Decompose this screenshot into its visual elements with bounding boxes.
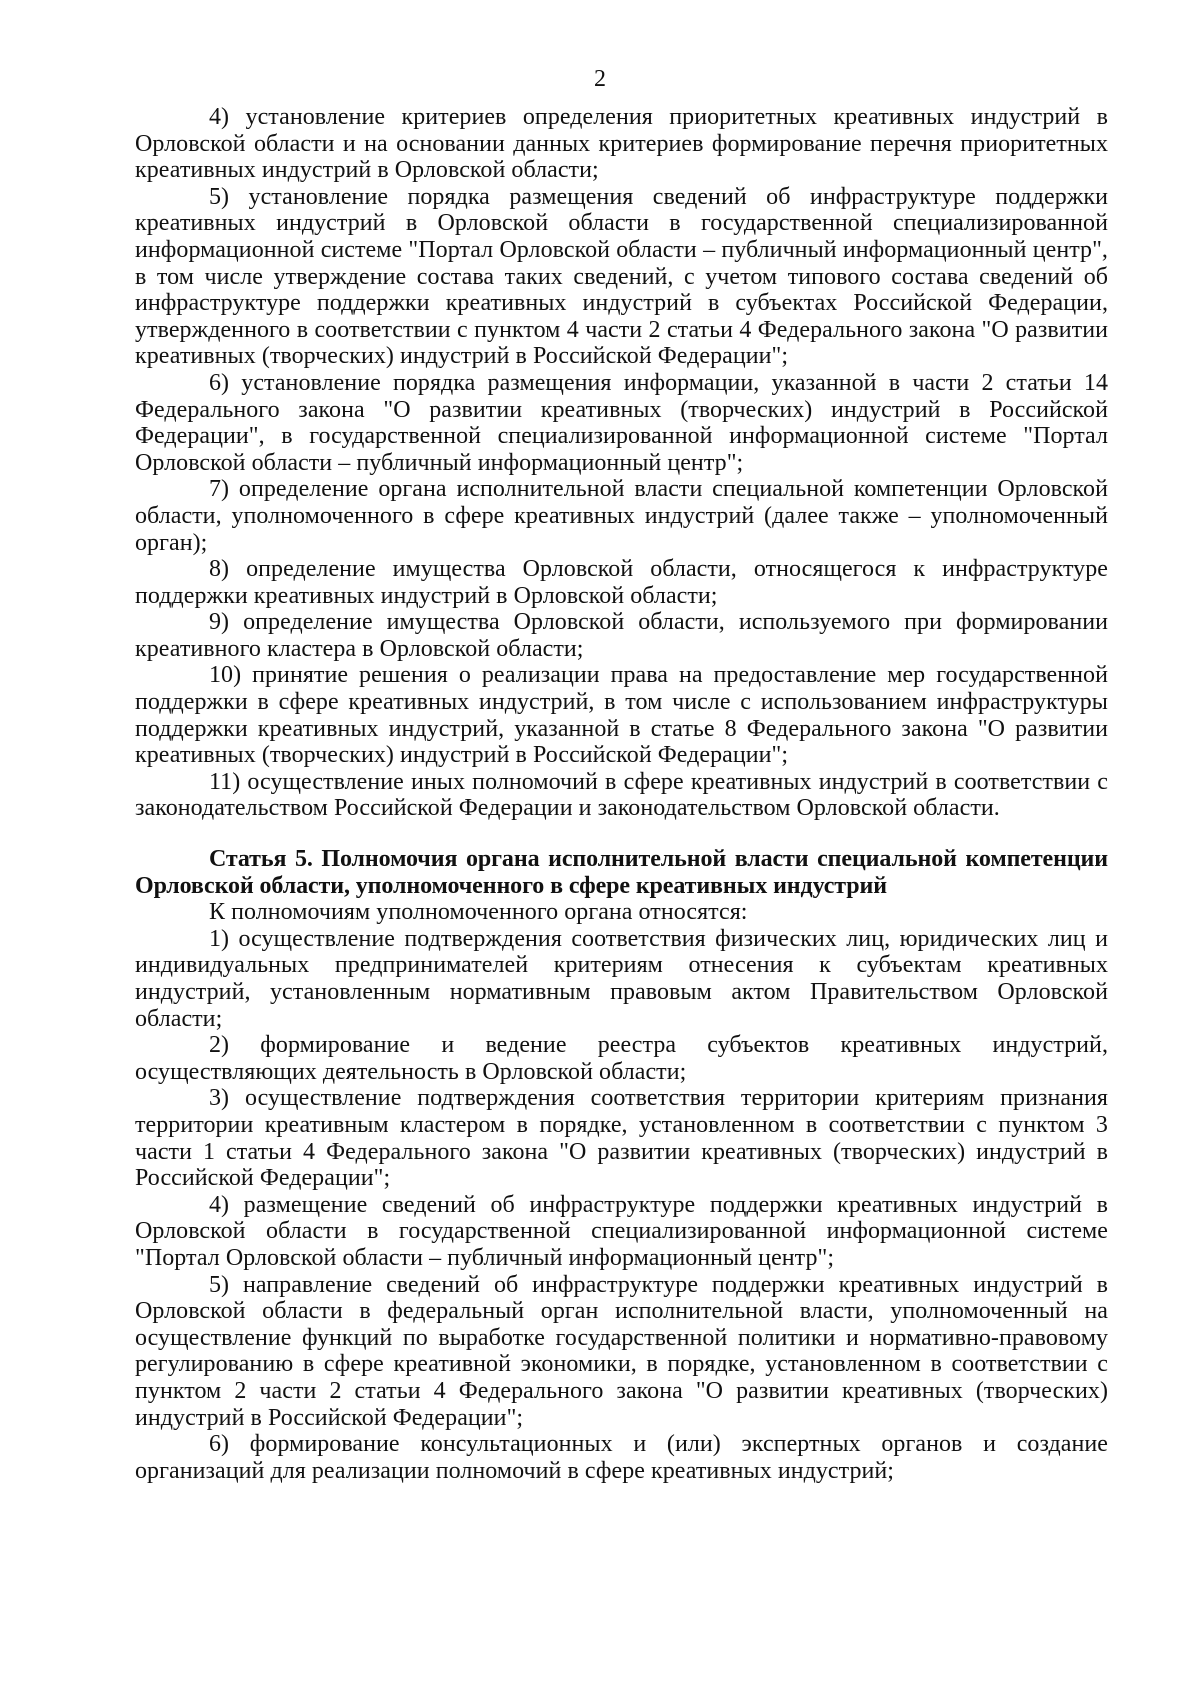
list-item: 10) принятие решения о реализации права на предоставление мер государственной поддержки в сфере креативных индустрий, в том числе с использованием инфраструктуры поддержки креативных индустрий, указанной в статье 8 Федерального закона "О развитии креативных (творческих) индустрий в Российской Федерации"; [135, 662, 1108, 769]
document-body [135, 104, 1108, 1484]
list-item: 3) осуществление подтверждения соответствия территории критериям признания территории креативным кластером в порядке, установленном в соответствии с пунктом 3 части 1 статьи 4 Федерального закона "О развитии креативных (творческих) индустрий в Российской Федерации"; [135, 1085, 1108, 1192]
list-item: 5) установление порядка размещения сведений об инфраструктуре поддержки креативных индустрий в Орловской области в государственной специализированной информационной системе "Портал Орловской области – публичный информационный центр", в том числе утверждение состава таких сведений, с учетом типового состава сведений об инфраструктуре поддержки креативных индустрий в субъектах Российской Федерации, утвержденного в соответствии с пунктом 4 части 2 статьи 4 Федерального закона "О развитии креативных (творческих) индустрий в Российской Федерации"; [135, 183, 1108, 370]
list-item: 4) размещение сведений об инфраструктуре поддержки креативных индустрий в Орловской области в государственной специализированной информационной системе "Портал Орловской области – публичный информационный центр"; [135, 1191, 1108, 1271]
list-item: 6) установление порядка размещения информации, указанной в части 2 статьи 14 Федерального закона "О развитии креативных (творческих) индустрий в Российской Федерации", в государственной специализированной информационной системе "Портал Орловской области – публичный информационный центр"; [135, 369, 1108, 476]
article-heading: Статья 5. Полномочия органа исполнительной власти специальной компетенции Орловской области, уполномоченного в сфере креативных индустрий [135, 846, 1108, 899]
page-number: 2 [594, 66, 606, 92]
article-intro: К полномочиям уполномоченного органа относятся: [209, 899, 748, 926]
list-item: 5) направление сведений об инфраструктуре поддержки креативных индустрий в Орловской области в федеральный орган исполнительной власти, уполномоченный на осуществление функций по выработке государственной политики и нормативно-правовому регулированию в сфере креативной экономики, в порядке, установленном в соответствии с пунктом 2 части 2 статьи 4 Федерального закона "О развитии креативных (творческих) индустрий в Российской Федерации"; [135, 1271, 1108, 1431]
list-item: 11) осуществление иных полномочий в сфере креативных индустрий в соответствии с законодательством Российской Федерации и законодательством Орловской области. [135, 768, 1108, 822]
list-item: 2) формирование и ведение реестра субъектов креативных индустрий, осуществляющих деятельность в Орловской области; [135, 1032, 1108, 1085]
list-item: 7) определение органа исполнительной власти специальной компетенции Орловской области, уполномоченного в сфере креативных индустрий (далее также – уполномоченный орган); [135, 476, 1108, 556]
list-item: 6) формирование консультационных и (или) экспертных органов и создание организаций для реализации полномочий в сфере креативных индустрий; [135, 1431, 1108, 1484]
list-item: 8) определение имущества Орловской области, относящегося к инфраструктуре поддержки креативных индустрий в Орловской области; [135, 556, 1108, 609]
list-item: 1) осуществление подтверждения соответствия физических лиц, юридических лиц и индивидуальных предпринимателей критериям отнесения к субъектам креативных индустрий, установленным нормативным правовым актом Правительством Орловской области; [135, 925, 1108, 1032]
list-item: 4) установление критериев определения приоритетных креативных индустрий в Орловской области и на основании данных критериев формирование перечня приоритетных креативных индустрий в Орловской области; [135, 104, 1108, 184]
list-item: 9) определение имущества Орловской области, используемого при формировании креативного кластера в Орловской области; [135, 609, 1108, 662]
